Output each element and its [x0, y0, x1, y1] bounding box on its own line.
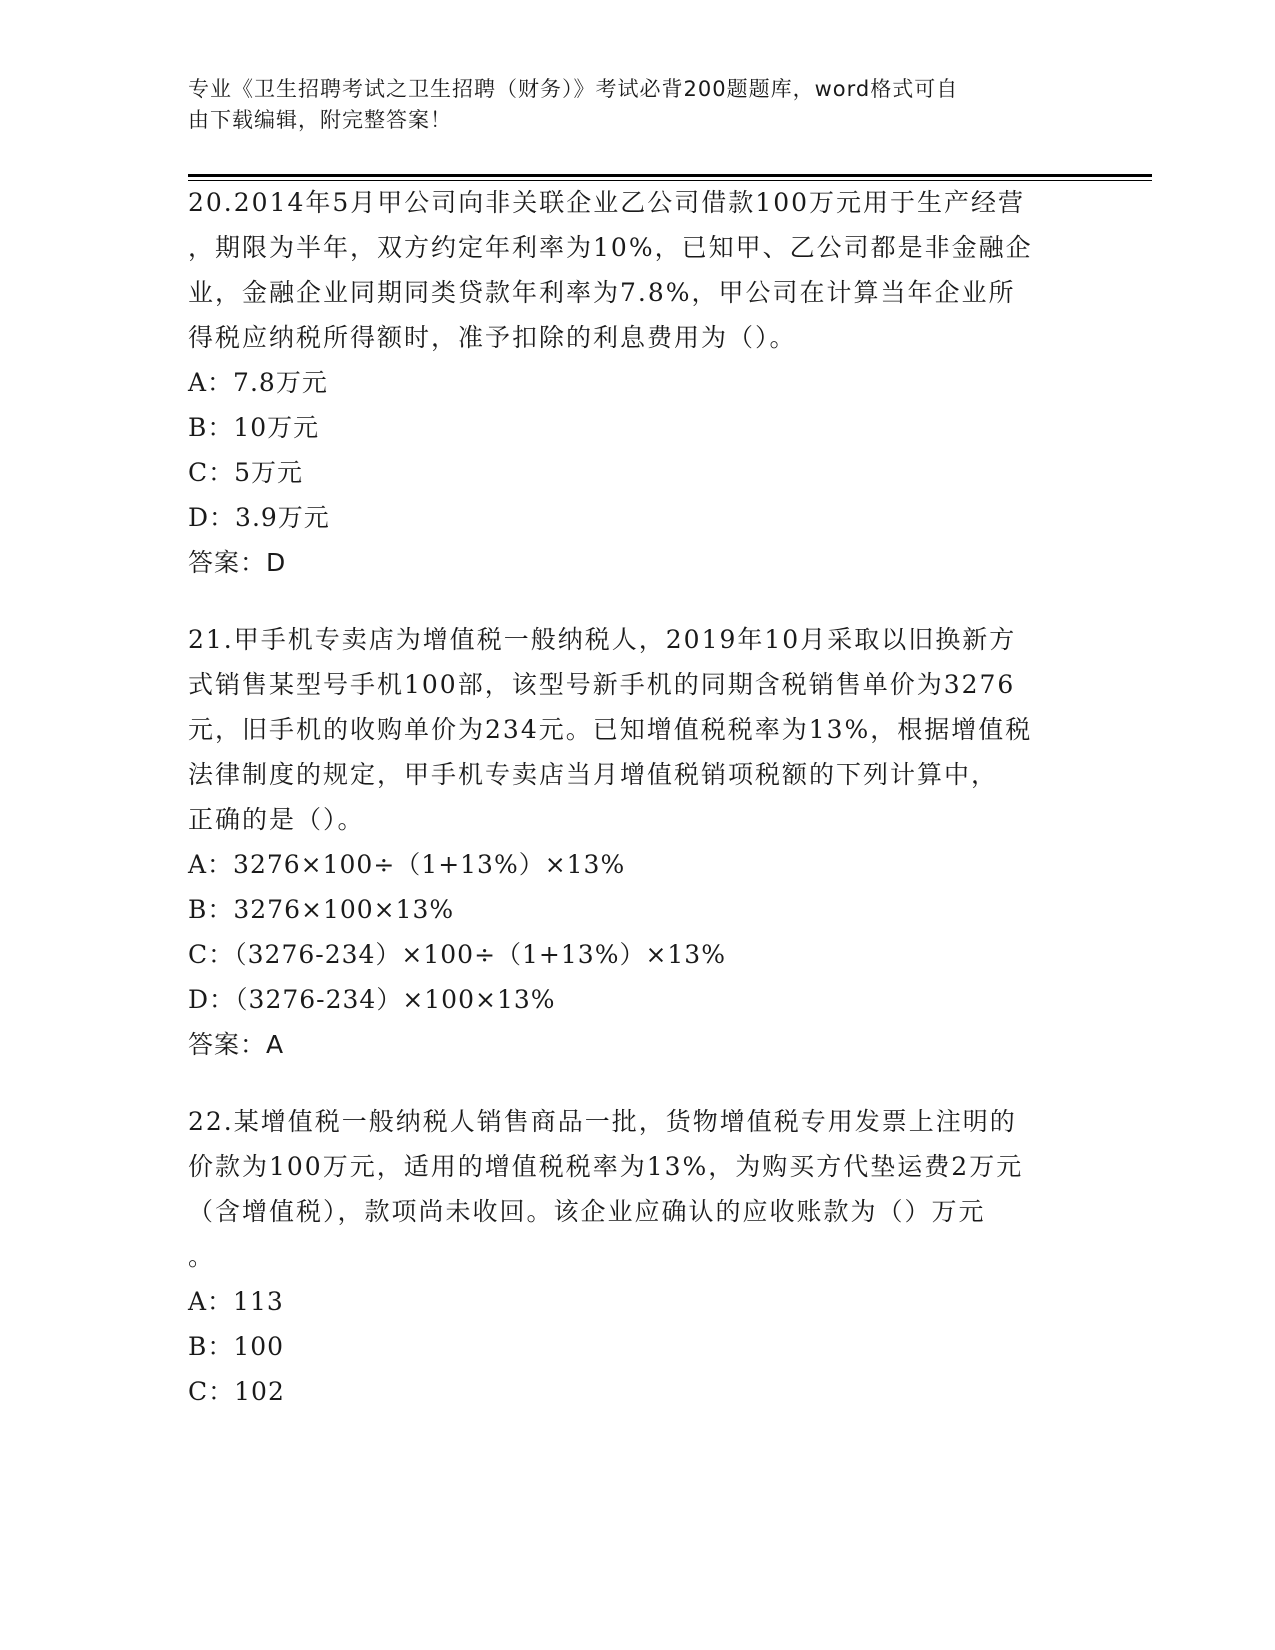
question-text-line: 价款为100万元，适用的增值税税率为13%，为购买方代垫运费2万元	[188, 1152, 1024, 1181]
option-b: B：100	[188, 1332, 285, 1361]
option-c: C：5万元	[188, 458, 304, 487]
question-text-line: ，期限为半年，双方约定年利率为10%，已知甲、乙公司都是非金融企	[188, 233, 1033, 262]
question-22	[188, 1099, 1088, 1414]
question-text-line: 式销售某型号手机100部，该型号新手机的同期含税销售单价为3276	[188, 670, 1016, 699]
header-line-1: 专业《卫生招聘考试之卫生招聘（财务）》考试必背200题题库，word格式可自	[188, 77, 959, 101]
option-c: C：（3276-234）×100÷（1+13%）×13%	[188, 940, 726, 969]
question-text-line: 。	[188, 1242, 216, 1271]
option-a: A：7.8万元	[188, 368, 328, 397]
option-c: C：102	[188, 1377, 285, 1406]
option-b: B：10万元	[188, 413, 320, 442]
question-text-line: 正确的是（）。	[188, 805, 365, 834]
option-d: D：（3276-234）×100×13%	[188, 985, 556, 1014]
question-text-line: 22.某增值税一般纳税人销售商品一批，货物增值税专用发票上注明的	[188, 1107, 1017, 1136]
option-d: D：3.9万元	[188, 503, 330, 532]
question-text-line: （含增值税），款项尚未收回。该企业应确认的应收账款为（）万元	[188, 1197, 986, 1226]
question-text-line: 20.2014年5月甲公司向非关联企业乙公司借款100万元用于生产经营	[188, 188, 1026, 217]
question-text-line: 21.甲手机专卖店为增值税一般纳税人，2019年10月采取以旧换新方	[188, 625, 1017, 654]
question-text-line: 得税应纳税所得额时，准予扣除的利息费用为（）。	[188, 323, 797, 352]
header-line-2: 由下载编辑，附完整答案！	[188, 108, 452, 132]
question-20	[188, 180, 1088, 585]
answer-label: 答案：A	[188, 1030, 285, 1059]
document-header	[188, 74, 1088, 136]
question-text-line: 业，金融企业同期同类贷款年利率为7.8%，甲公司在计算当年企业所	[188, 278, 1016, 307]
option-a: A：3276×100÷（1+13%）×13%	[188, 850, 626, 879]
option-b: B：3276×100×13%	[188, 895, 455, 924]
question-text-line: 法律制度的规定，甲手机专卖店当月增值税销项税额的下列计算中，	[188, 760, 999, 789]
option-a: A：113	[188, 1287, 284, 1316]
question-text-line: 元，旧手机的收购单价为234元。已知增值税税率为13%，根据增值税	[188, 715, 1033, 744]
question-21	[188, 617, 1088, 1067]
answer-label: 答案：D	[188, 548, 287, 577]
header-divider-thick	[188, 174, 1152, 177]
